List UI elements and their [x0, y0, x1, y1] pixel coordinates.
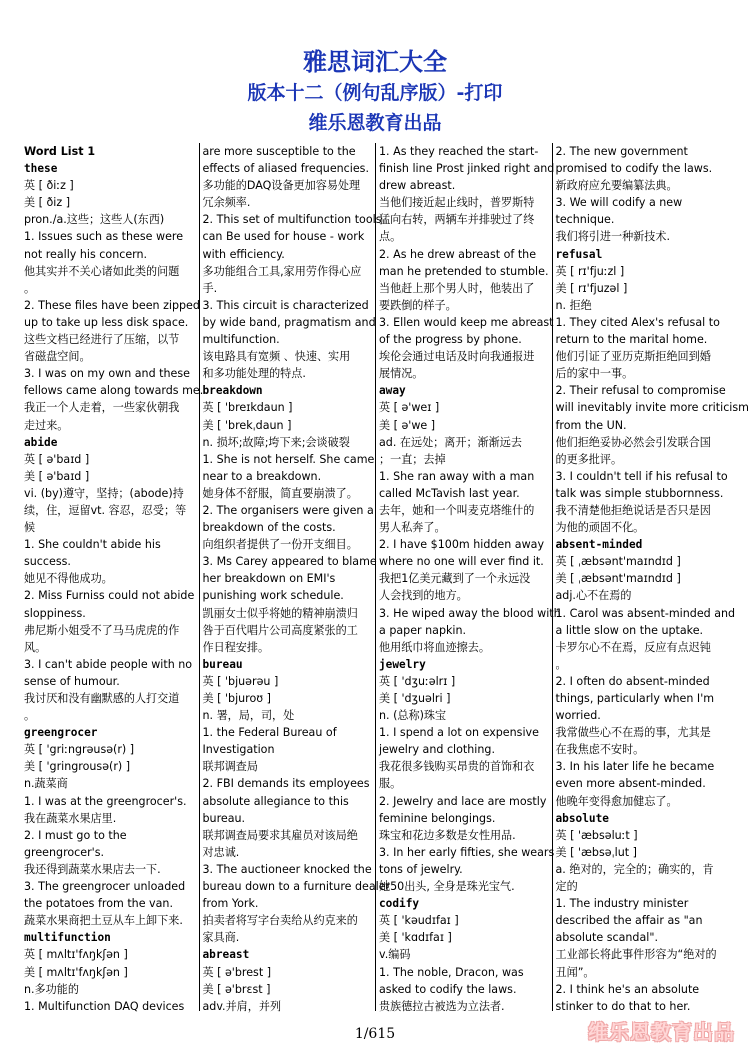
entry-line: 珠宝和花边多数是女性用品. [379, 828, 516, 842]
entry-line: 服。 [379, 777, 402, 791]
entry-line: 猛向右转，两辆车并排驶过了终 [379, 213, 535, 227]
entry-line: 1. Carol was absent-minded and [555, 606, 736, 620]
entry-line: 1. As they reached the start- [379, 145, 539, 158]
entry-line: 美 [ 'æbsəˌlut ] [555, 845, 637, 859]
entry-line: multifunction. [202, 333, 280, 347]
entry-line: 我把1亿美元藏到了一个永远没 [379, 572, 531, 586]
entry-line: 美 [ rɪ'fjuzəl ] [555, 281, 628, 295]
entry-line: feminine belongings. [379, 811, 496, 825]
entry-line: 英 [ 'bjuərəu ] [202, 674, 279, 688]
entry-line: with efficiency. [202, 247, 285, 261]
entry-line: 我们将引进一种新技术. [555, 230, 670, 244]
entry-line: 他用纸巾将血迹擦去。 [379, 640, 490, 654]
entry-line: vi. (by)遵守，坚持；(abode)持 [24, 486, 184, 500]
entry-line: sloppiness. [24, 606, 86, 620]
entry-line: bureau. [202, 811, 246, 825]
entry-line: 3. I couldn't tell if his refusal to [555, 469, 728, 483]
entry-line: 他们拒绝妥协必然会引发联合国 [555, 435, 711, 449]
entry-line: 和多功能处理的特点. [202, 367, 306, 381]
entry-line: 英 [ ə'brest ] [202, 965, 272, 979]
entry-line: 我在蔬菜水果店里. [24, 811, 117, 825]
document-publisher: 维乐恩教育出品 [308, 112, 442, 134]
headword: bureau [202, 657, 243, 671]
entry-line: 的更多批评。 [555, 452, 623, 466]
entry-line: 2. I think he's an absolute [555, 982, 700, 996]
entry-line: 候 [24, 521, 36, 535]
entry-line: 联邦调查局要求其雇员对该局绝 [202, 828, 358, 842]
entry-line: 该电路具有宽频 、快速、实用 [202, 350, 351, 364]
entry-line: 。 [555, 657, 567, 671]
entry-line: 3. He wiped away the blood with [379, 606, 561, 620]
entry-line: 埃伦会通过电话及时向我通报进 [379, 350, 535, 364]
entry-line: 我不清楚他拒绝说话是否只是因 [555, 503, 711, 517]
entry-line: 3. Ellen would keep me abreast [379, 315, 554, 329]
entry-line: 美 [ ðiz ] [24, 196, 71, 210]
entry-line: 1. Issues such as these were [24, 230, 184, 244]
entry-line: ad. 在远处；离开；渐渐远去 [379, 435, 522, 449]
entry-line: 她50出头, 全身是珠光宝气. [379, 880, 515, 894]
entry-line: 美 [ ˌæbsənt'maɪndɪd ] [555, 572, 681, 586]
entry-line: 3. I was on my own and these [24, 367, 190, 381]
entry-line: 2. I have $100m hidden away [379, 538, 545, 552]
entry-line: 1. The noble, Dracon, was [379, 965, 524, 979]
entry-line: 多功能组合工具,家用劳作得心应 [202, 264, 362, 278]
entry-line: 3. This circuit is characterized [202, 298, 369, 312]
entry-line: 贵族德拉古被选为立法者. [379, 999, 505, 1013]
entry-line: 英 [ ˌæbsənt'maɪndɪd ] [555, 555, 681, 569]
page-number: 1/615 [354, 1026, 396, 1042]
entry-line: 美 [ 'gringrousə(r) ] [24, 760, 131, 774]
entry-line: 走过来。 [24, 418, 69, 432]
entry-line: 这些文档已经进行了压缩，以节 [24, 333, 180, 347]
entry-line: 卡罗尔心不在焉，反应有点迟钝 [555, 640, 711, 654]
entry-line: asked to codify the laws. [379, 982, 517, 996]
headword: abide [24, 435, 58, 449]
entry-line: 手. [202, 281, 218, 295]
entry-line: 为他的顽固不化。 [555, 521, 645, 535]
entry-line: tons of jewelry. [379, 862, 463, 876]
entry-line: 他晚年变得愈加健忘了。 [555, 794, 678, 808]
entry-line: 当他们接近起止线时，普罗斯特 [379, 196, 535, 210]
entry-line: 3. The auctioneer knocked the [202, 862, 372, 876]
entry-line: 3. I can't abide people with no [24, 657, 193, 671]
headword: absolute [555, 811, 609, 825]
entry-line: return to the marital home. [555, 333, 708, 347]
column-1 [22, 143, 204, 1013]
entry-line: absolute scandal". [555, 931, 658, 945]
entry-line: fellows came along towards me. [24, 384, 204, 398]
entry-line: even more absent-minded. [555, 777, 706, 791]
document-title: 雅思词汇大全 [303, 48, 447, 76]
entry-line: stinker to do that to her. [555, 999, 691, 1013]
entry-line: 。 [24, 281, 36, 295]
entry-line: 她见不得他成功。 [24, 572, 113, 586]
entry-line: 美 [ ə'baɪd ] [24, 469, 90, 483]
entry-line: 美 [ 'dʒuəlri ] [379, 692, 451, 705]
entry-line: 他其实并不关心诸如此类的问题 [24, 264, 180, 278]
entry-line: man he pretended to stumble. [379, 264, 549, 278]
entry-line: 我常做些心不在焉的事，尤其是 [555, 726, 711, 740]
entry-line: 弗尼斯小姐受不了马马虎虎的作 [24, 623, 180, 637]
entry-line: 英 [ ə'weɪ ] [379, 401, 440, 415]
entry-line: bureau down to a furniture dealer [202, 880, 391, 894]
entry-line: 2. As he drew abreast of the [379, 247, 537, 261]
entry-line: talk was simple stubbornness. [555, 486, 724, 500]
entry-line: 2. FBI demands its employees [202, 777, 370, 791]
entry-line: v.编码 [379, 948, 411, 962]
entry-line: 2. Jewelry and lace are mostly [379, 794, 547, 808]
entry-line: 2. I often do absent-minded [555, 674, 710, 688]
entry-line: promised to codify the laws. [555, 162, 713, 176]
publisher-watermark: 维乐恩教育出品 [588, 1020, 735, 1044]
headword: abreast [202, 948, 250, 962]
entry-line: 作日程安排。 [202, 640, 270, 654]
headword: multifunction [24, 931, 111, 945]
entry-line: not really his concern. [24, 247, 148, 261]
entry-line: 男人私奔了。 [379, 521, 446, 535]
entry-line: 凯丽女士似乎将她的精神崩溃归 [202, 606, 358, 620]
entry-line: 定的 [555, 880, 578, 894]
entry-line: a. 绝对的，完全的；确实的，肯 [555, 862, 714, 876]
entry-line: 展情况。 [379, 367, 424, 381]
headword: jewelry [379, 657, 426, 671]
entry-line: 美 [ ə'we ] [379, 418, 436, 432]
entry-line: 英 [ ðiːz ] [24, 179, 74, 193]
entry-line: 2. Their refusal to compromise [555, 384, 726, 398]
entry-line: 联邦调查局 [202, 760, 258, 774]
entry-line: drew abreast. [379, 179, 456, 193]
entry-line: success. [24, 555, 71, 569]
entry-line: n. 损坏;故障;垮下来;会谈破裂 [202, 435, 350, 449]
entry-line: 英 [ 'breɪkdaun ] [202, 401, 293, 415]
entry-line: effects of aliased frequencies. [202, 162, 369, 176]
entry-line: are more susceptible to the [202, 145, 356, 158]
entry-line: adv.并肩，并列 [202, 999, 282, 1013]
entry-line: 续，住，逗留vt. 容忍，忍受；等 [24, 503, 187, 517]
entry-line: by wide band, pragmatism and [202, 315, 376, 329]
entry-line: 。 [24, 709, 36, 723]
entry-line: 美 [ ə'brɛst ] [202, 982, 271, 996]
column-2 [199, 143, 391, 1013]
entry-line: 2. This set of multifunction tools [202, 213, 382, 227]
entry-line: near to a breakdown. [202, 469, 322, 483]
entry-line: the potatoes from the van. [24, 897, 173, 911]
entry-line: 英 [ 'dʒuːəlrɪ ] [379, 674, 456, 688]
entry-line: n. 署，局，司，处 [202, 709, 295, 723]
entry-line: 1. the Federal Bureau of [202, 726, 337, 740]
entry-line: 要跌倒的样子。 [379, 298, 457, 312]
entry-line: from the UN. [555, 418, 627, 432]
entry-line: 她身体不舒服，简直要崩溃了。 [202, 486, 358, 500]
entry-line: 2. Miss Furniss could not abide [24, 589, 195, 603]
headword: these [24, 162, 58, 176]
entry-line: 当他赶上那个男人时，他装出了 [379, 281, 535, 295]
entry-line: 我花很多钱购买昂贵的首饰和衣 [379, 760, 535, 774]
entry-line: 1. The industry minister [555, 897, 689, 911]
entry-line: 2. I must go to the [24, 828, 127, 842]
entry-line: 多功能的DAQ设备更加容易处理 [202, 179, 361, 193]
entry-line: 我讨厌和没有幽默感的人打交道 [24, 692, 180, 705]
entry-line: 家具商. [202, 931, 240, 945]
entry-line: sense of humour. [24, 674, 120, 688]
entry-line: 英 [ 'kəudɪfaɪ ] [379, 914, 459, 928]
entry-line: her breakdown on EMI's [202, 572, 336, 586]
entry-line: n. (总称)珠宝 [379, 709, 447, 723]
entry-line: 冗余频率. [202, 196, 251, 210]
entry-line: 英 [ 'griːngrəusə(r) ] [24, 743, 135, 757]
entry-line: greengrocer's. [24, 845, 105, 859]
entry-line: 去年，她和一个叫麦克塔维什的 [379, 503, 535, 517]
entry-line: from York. [202, 897, 259, 911]
entry-line: pron./a.这些；这些人(东西) [24, 213, 165, 227]
entry-line: 美 [ 'brekˌdaun ] [202, 418, 292, 432]
column-3 [375, 143, 561, 1013]
entry-line: 向组织者提供了一份开支细目。 [202, 538, 358, 552]
entry-line: 对忠诚. [202, 845, 240, 859]
entry-line: breakdown of the costs. [202, 521, 336, 535]
entry-line: 3. In his later life he became [555, 760, 715, 774]
entry-line: 1. They cited Alex's refusal to [555, 315, 720, 329]
word-list-heading: Word List 1 [24, 145, 96, 158]
entry-line: ；一直；去掉 [379, 452, 446, 466]
entry-line: 2. These files have been zipped [24, 298, 200, 312]
entry-line: 美 [ mʌltɪ'fʌŋkʃən ] [24, 965, 128, 979]
entry-line: Investigation [202, 743, 275, 757]
entry-line: 美 [ 'kɑdɪfaɪ ] [379, 931, 452, 945]
entry-line: a little slow on the uptake. [555, 623, 704, 637]
entry-line: 3. The greengrocer unloaded [24, 880, 186, 894]
entry-line: 蔬菜水果商把土豆从车上卸下来. [24, 914, 183, 928]
entry-line: technique. [555, 213, 615, 227]
entry-line: adj.心不在焉的 [555, 589, 632, 603]
entry-line: 2. The new government [555, 145, 688, 158]
entry-line: 英 [ 'æbsəluːt ] [555, 828, 638, 842]
entry-line: punishing work schedule. [202, 589, 344, 603]
entry-line: of the progress by phone. [379, 333, 522, 347]
entry-line: 拍卖者将写字台卖给从约克来的 [202, 914, 358, 928]
entry-line: called McTavish last year. [379, 486, 520, 500]
headword: absent-minded [555, 538, 643, 552]
entry-line: 丑闻”。 [555, 965, 595, 979]
entry-line: 1. I was at the greengrocer's. [24, 794, 187, 808]
entry-line: 英 [ rɪ'fjuːzl ] [555, 264, 625, 278]
entry-line: up to take up less disk space. [24, 315, 189, 329]
word-list-columns [22, 143, 749, 1013]
entry-line: worried. [555, 709, 601, 723]
headword: away [379, 384, 406, 398]
entry-line: will inevitably invite more criticism [555, 401, 749, 415]
entry-line: 工业部长将此事件形容为“绝对的 [555, 948, 717, 962]
entry-line: 2. The organisers were given a [202, 503, 374, 517]
entry-line: where no one will ever find it. [379, 555, 544, 569]
entry-line: 咎于百代唱片公司高度紧张的工 [202, 623, 358, 637]
headword: codify [379, 897, 420, 911]
entry-line: 省磁盘空间。 [24, 350, 91, 364]
headword: greengrocer [24, 726, 98, 740]
headword: breakdown [202, 384, 263, 398]
entry-line: 1. She is not herself. She came [202, 452, 375, 466]
entry-line: 我正一个人走着，一些家伙朝我 [24, 401, 180, 415]
entry-line: 风。 [24, 640, 47, 654]
entry-line: 在我焦虑不安时。 [555, 743, 645, 757]
entry-line: finish line Prost jinked right and [379, 162, 555, 176]
entry-line: can Be used for house - work [202, 230, 365, 244]
entry-line: jewelry and clothing. [379, 743, 495, 757]
entry-line: 点。 [379, 230, 402, 244]
entry-line: n.蔬菜商 [24, 777, 68, 791]
entry-line: 3. We will codify a new [555, 196, 683, 210]
entry-line: 英 [ mʌltɪ'fʌŋkʃən ] [24, 948, 128, 962]
entry-line: 1. I spend a lot on expensive [379, 726, 539, 740]
entry-line: 1. Multifunction DAQ devices [24, 999, 185, 1013]
entry-line: described the affair as "an [555, 914, 703, 928]
entry-line: 他们引证了亚历克斯拒绝回到婚 [555, 350, 711, 364]
entry-line: 我还得到蔬菜水果店去一下. [24, 862, 161, 876]
entry-line: 人会找到的地方。 [379, 589, 468, 603]
entry-line: n. 拒绝 [555, 298, 592, 312]
column-4 [552, 143, 749, 1013]
entry-line: 英 [ ə'baɪd ] [24, 452, 90, 466]
entry-line: things, particularly when I'm [555, 692, 715, 705]
headword: refusal [555, 247, 603, 261]
document-version: 版本十二（例句乱序版）-打印 [247, 82, 503, 104]
entry-line: n.多功能的 [24, 982, 79, 996]
entry-line: 美 [ 'bjuroʊ ] [202, 692, 271, 705]
entry-line: 1. She ran away with a man [379, 469, 535, 483]
entry-line: 3. Ms Carey appeared to blame [202, 555, 377, 569]
entry-line: 新政府应允要编纂法典。 [555, 179, 678, 193]
entry-line: 后的家中一事。 [555, 367, 634, 381]
entry-line: absolute allegiance to this [202, 794, 349, 808]
entry-line: 1. She couldn't abide his [24, 538, 161, 552]
entry-line: a paper napkin. [379, 623, 467, 637]
entry-line: 3. In her early fifties, she wears [379, 845, 555, 859]
